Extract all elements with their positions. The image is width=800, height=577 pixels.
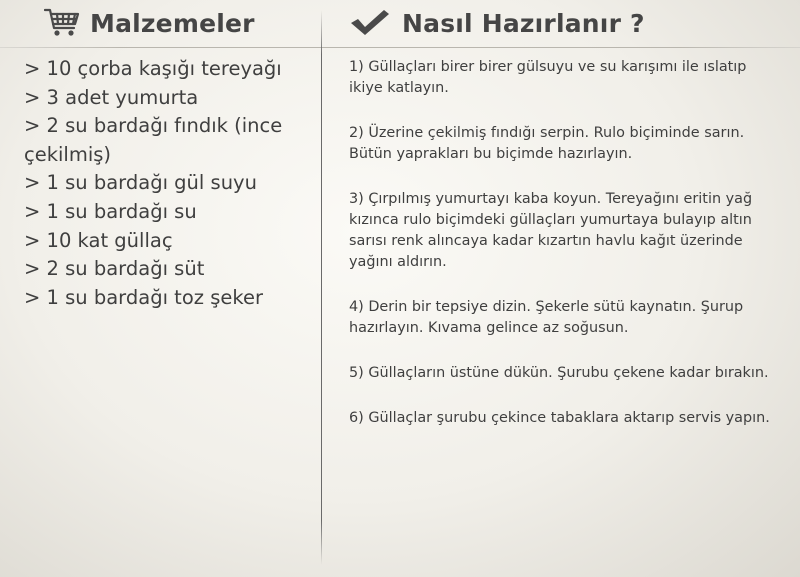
- list-item: > 10 kat güllaç: [24, 228, 173, 252]
- list-item: > 1 su bardağı su: [24, 199, 197, 223]
- list-item: > 2 su bardağı süt: [24, 257, 205, 281]
- instructions-list: [322, 47, 774, 429]
- checkmark-icon: [350, 8, 390, 40]
- instructions-title: Nasıl Hazırlanır ?: [402, 9, 645, 38]
- instructions-header: [322, 0, 800, 47]
- ingredients-header: [0, 0, 321, 47]
- instructions-section: [322, 0, 800, 453]
- instruction-step: 4) Derin bir tepsiye dizin. Şekerle sütü kaynatın. Şurup hazırlayın. Kıvama gelince az soğusun.: [349, 299, 744, 336]
- list-item: > 3 adet yumurta: [24, 85, 199, 109]
- ingredients-section: [0, 0, 321, 312]
- list-item: > 10 çorba kaşığı tereyağı: [24, 57, 282, 80]
- instruction-step: 5) Güllaçların üstüne dükün. Şurubu çekene kadar bırakın.: [349, 365, 769, 381]
- instruction-step: 3) Çırpılmış yumurtayı kaba koyun. Tereyağını eritin yağ kızınca rulo biçimdeki güllaçları yumurtaya bulayıp altın sarısı renk alıncaya kadar kızartın havlu kağıt üzerinde yağını aldırın.: [349, 191, 753, 270]
- ingredients-list: [0, 47, 314, 312]
- instruction-step: 1) Güllaçları birer birer gülsuyu ve su karışımı ile ıslatıp ikiye katlayın.: [349, 59, 747, 96]
- list-item: > 1 su bardağı gül suyu: [24, 171, 257, 195]
- instruction-step: 6) Güllaçlar şurubu çekince tabaklara aktarıp servis yapın.: [349, 410, 770, 426]
- instruction-step: 2) Üzerine çekilmiş fındığı serpin. Rulo biçiminde sarın. Bütün yaprakları bu biçimde hazırlayın.: [349, 125, 745, 162]
- list-item: > 1 su bardağı toz şeker: [24, 285, 263, 309]
- shopping-cart-icon: [44, 7, 80, 41]
- list-item: > 2 su bardağı fındık (ince çekilmiş): [24, 114, 283, 166]
- ingredients-title: Malzemeler: [90, 9, 255, 38]
